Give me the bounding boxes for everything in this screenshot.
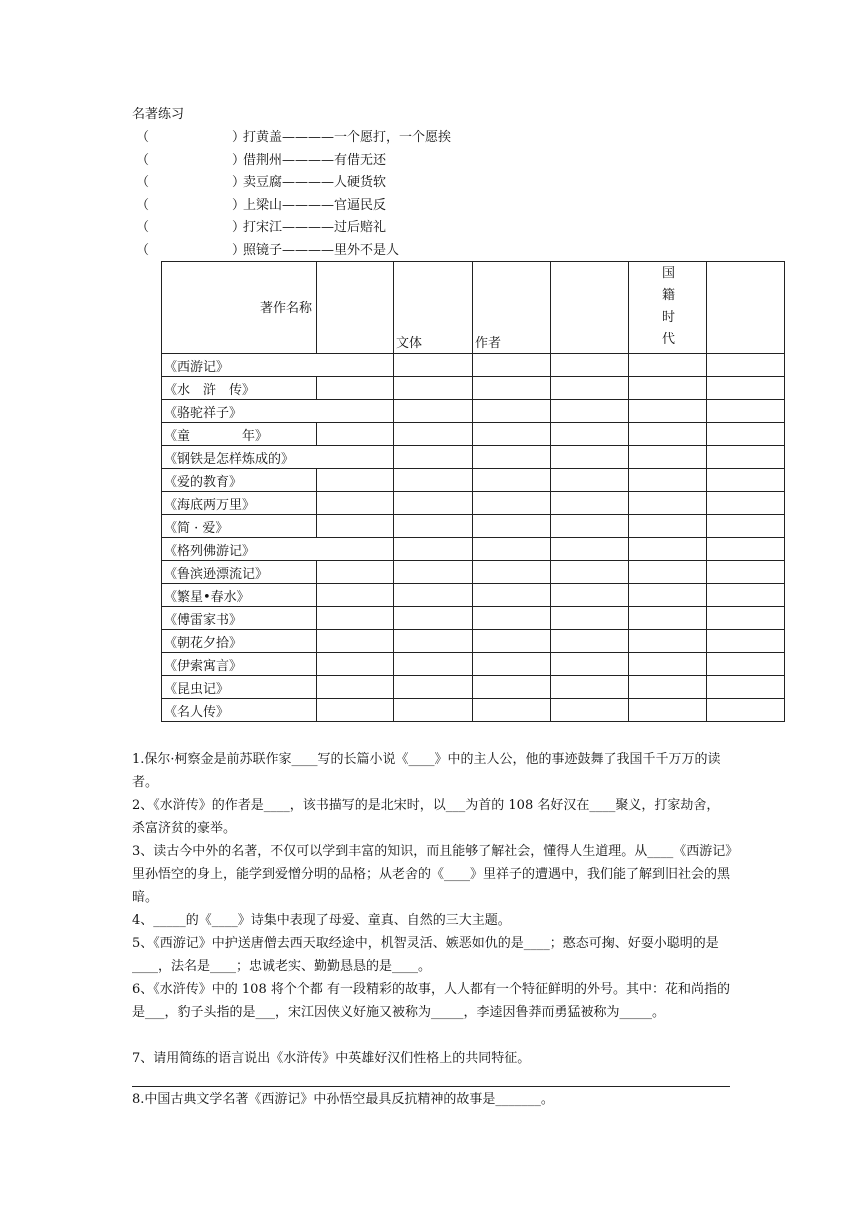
page-heading: 名著练习: [132, 107, 185, 122]
work-title-cell: 《骆驼祥子》: [162, 400, 394, 423]
answer-cell[interactable]: [394, 630, 473, 653]
idiom-pair-text: 照镜子————里外不是人: [243, 243, 400, 258]
answer-cell[interactable]: [394, 377, 473, 400]
close-paren: ）: [232, 130, 246, 145]
header-cell-blank: [707, 262, 785, 354]
answer-cell[interactable]: [473, 584, 551, 607]
answer-cell[interactable]: [394, 676, 473, 699]
close-paren: ）: [232, 175, 246, 191]
answer-cell[interactable]: [707, 607, 785, 630]
open-paren: （: [136, 243, 150, 258]
work-title-cell: 《繁星•春水》: [162, 584, 317, 607]
header-work-name: 著作名称: [162, 262, 317, 354]
answer-cell[interactable]: [317, 377, 394, 400]
question-3: 3、读古今中外的名著，不仅可以学到丰富的知识，而且能够了解社会，懂得人生道理。从____《西游记》里孙悟空的身上，能学到爱憎分明的品格；从老舍的《____》里祥子的遭遇中，我们能了解到旧社会的黑暗。: [132, 844, 732, 905]
table-row: [162, 400, 785, 423]
answer-cell[interactable]: [317, 561, 394, 584]
answer-cell[interactable]: [551, 561, 629, 584]
table-row: [162, 676, 785, 699]
answer-cell[interactable]: [317, 653, 394, 676]
work-title-cell: 《昆虫记》: [162, 676, 317, 699]
answer-cell[interactable]: [551, 377, 629, 400]
answer-cell[interactable]: [473, 653, 551, 676]
work-title-cell: 《简 · 爱》: [162, 515, 317, 538]
table-row: [162, 469, 785, 492]
open-paren: （: [136, 175, 150, 191]
header-genre: 文体: [394, 262, 473, 354]
answer-cell[interactable]: [629, 469, 707, 492]
work-title-cell: 《西游记》: [162, 354, 394, 377]
table-header-row: [162, 262, 785, 354]
answer-cell[interactable]: [551, 538, 629, 561]
table-row: [162, 607, 785, 630]
answer-cell[interactable]: [473, 469, 551, 492]
header-cell-blank: [317, 262, 394, 354]
answer-cell[interactable]: [629, 423, 707, 446]
close-paren: ）: [232, 220, 246, 236]
answer-cell[interactable]: [551, 515, 629, 538]
answer-cell[interactable]: [551, 469, 629, 492]
header-nationality-era: 国籍时代: [629, 262, 707, 354]
work-title-cell: 《爱的教育》: [162, 469, 317, 492]
work-title-cell: 《鲁滨逊漂流记》: [162, 561, 317, 584]
answer-cell[interactable]: [629, 653, 707, 676]
answer-cell[interactable]: [317, 584, 394, 607]
question-5: 5、《西游记》中护送唐僧去西天取经途中，机智灵活、嫉恶如仇的是____；憨态可掬、好耍小聪明的是____，法名是____；忠诚老实、勤勤恳恳的是____。: [132, 936, 719, 974]
answer-cell[interactable]: [707, 400, 785, 423]
answer-cell[interactable]: [629, 538, 707, 561]
close-paren: ）: [232, 197, 246, 213]
question-8: 8.中国古典文学名著《西游记》中孙悟空最具反抗精神的故事是_______。: [132, 1092, 554, 1107]
answer-cell[interactable]: [473, 492, 551, 515]
table-row: [162, 584, 785, 607]
answer-cell[interactable]: [629, 400, 707, 423]
answer-cell[interactable]: [551, 492, 629, 515]
answer-cell[interactable]: [707, 446, 785, 469]
answer-cell[interactable]: [317, 515, 394, 538]
table-row: [162, 377, 785, 400]
work-title-cell: 《名人传》: [162, 699, 317, 722]
answer-cell[interactable]: [394, 446, 473, 469]
work-title-cell: 《朝花夕拾》: [162, 630, 317, 653]
answer-cell[interactable]: [473, 561, 551, 584]
answer-cell[interactable]: [551, 354, 629, 377]
answer-cell[interactable]: [394, 538, 473, 561]
question-6: 6、《水浒传》中的 108 将个个都 有一段精彩的故事，人人都有一个特征鲜明的外号。其中：花和尚指的是___，豹子头指的是___，宋江因侠义好施又被称为_____，李逵因鲁莽而勇猛被称为_____。: [132, 982, 730, 1020]
work-title-cell: 《海底两万里》: [162, 492, 317, 515]
answer-cell[interactable]: [707, 515, 785, 538]
table-row: [162, 699, 785, 722]
answer-cell[interactable]: [473, 377, 551, 400]
work-title-cell: 《童 年》: [162, 423, 317, 446]
answer-cell[interactable]: [551, 423, 629, 446]
table-row: [162, 630, 785, 653]
answer-cell[interactable]: [317, 676, 394, 699]
answer-cell[interactable]: [317, 630, 394, 653]
answer-cell[interactable]: [551, 607, 629, 630]
answer-cell[interactable]: [394, 607, 473, 630]
answer-cell[interactable]: [317, 423, 394, 446]
table-row: [162, 538, 785, 561]
table-row: [162, 653, 785, 676]
answer-cell[interactable]: [473, 423, 551, 446]
answer-cell[interactable]: [707, 584, 785, 607]
answer-cell[interactable]: [629, 354, 707, 377]
answer-line: [132, 1086, 730, 1087]
answer-cell[interactable]: [707, 699, 785, 722]
answer-cell[interactable]: [394, 354, 473, 377]
header-author: 作者: [473, 262, 551, 354]
answer-cell[interactable]: [629, 584, 707, 607]
table-row: [162, 354, 785, 377]
answer-cell[interactable]: [473, 630, 551, 653]
answer-cell[interactable]: [394, 492, 473, 515]
close-paren: ）: [232, 243, 246, 258]
answer-cell[interactable]: [394, 699, 473, 722]
work-title-cell: 《格列佛游记》: [162, 538, 394, 561]
table-row: [162, 561, 785, 584]
answer-cell[interactable]: [629, 377, 707, 400]
work-title-cell: 《水 浒 传》: [162, 377, 317, 400]
open-paren: （: [136, 130, 150, 145]
table-row: [162, 423, 785, 446]
answer-cell[interactable]: [629, 492, 707, 515]
answer-cell[interactable]: [473, 515, 551, 538]
answer-cell[interactable]: [629, 676, 707, 699]
answer-cell[interactable]: [394, 469, 473, 492]
question-7: 7、请用简练的语言说出《水浒传》中英雄好汉们性格上的共同特征。: [132, 1051, 531, 1066]
answer-cell[interactable]: [317, 469, 394, 492]
answer-cell[interactable]: [473, 400, 551, 423]
answer-cell[interactable]: [473, 699, 551, 722]
answer-cell[interactable]: [551, 653, 629, 676]
answer-cell[interactable]: [551, 630, 629, 653]
answer-cell[interactable]: [473, 538, 551, 561]
answer-cell[interactable]: [551, 446, 629, 469]
answer-cell[interactable]: [551, 699, 629, 722]
answer-cell[interactable]: [473, 354, 551, 377]
work-title-cell: 《傅雷家书》: [162, 607, 317, 630]
answer-cell[interactable]: [473, 607, 551, 630]
answer-cell[interactable]: [551, 676, 629, 699]
answer-cell[interactable]: [394, 561, 473, 584]
answer-cell[interactable]: [394, 400, 473, 423]
answer-cell[interactable]: [707, 423, 785, 446]
answer-cell[interactable]: [317, 492, 394, 515]
answer-cell[interactable]: [551, 400, 629, 423]
answer-cell[interactable]: [317, 699, 394, 722]
answer-cell[interactable]: [707, 653, 785, 676]
open-paren: （: [136, 197, 150, 213]
answer-cell[interactable]: [707, 676, 785, 699]
answer-cell[interactable]: [394, 423, 473, 446]
header-cell-blank: [551, 262, 629, 354]
works-table: [161, 261, 785, 722]
idiom-pair-text: 卖豆腐————人硬货软: [243, 175, 387, 191]
answer-cell[interactable]: [394, 584, 473, 607]
answer-cell[interactable]: [707, 469, 785, 492]
table-row: [162, 515, 785, 538]
idiom-pair-text: 打宋江————过后赔礼: [243, 220, 387, 236]
idiom-pair-text: 上梁山————官逼民反: [243, 197, 387, 213]
open-paren: （: [136, 220, 150, 236]
question-4: 4、_____的《____》诗集中表现了母爱、童真、自然的三大主题。: [132, 913, 511, 928]
answer-cell[interactable]: [707, 377, 785, 400]
idiom-pair-text: 打黄盖————一个愿打，一个愿挨: [243, 130, 452, 145]
table-row: [162, 446, 785, 469]
answer-cell[interactable]: [394, 653, 473, 676]
answer-cell[interactable]: [551, 584, 629, 607]
close-paren: ）: [232, 152, 246, 168]
question-1: 1.保尔·柯察金是前苏联作家____写的长篇小说《____》中的主人公，他的事迹鼓舞了我国千千万万的读者。: [132, 752, 721, 790]
work-title-cell: 《钢铁是怎样炼成的》: [162, 446, 394, 469]
work-title-cell: 《伊索寓言》: [162, 653, 317, 676]
answer-cell[interactable]: [707, 630, 785, 653]
answer-cell[interactable]: [629, 515, 707, 538]
answer-cell[interactable]: [707, 354, 785, 377]
answer-cell[interactable]: [629, 607, 707, 630]
answer-cell[interactable]: [707, 561, 785, 584]
answer-cell[interactable]: [629, 699, 707, 722]
answer-cell[interactable]: [473, 446, 551, 469]
open-paren: （: [136, 152, 150, 168]
idiom-pair-text: 借荆州————有借无还: [243, 152, 387, 168]
answer-cell[interactable]: [473, 676, 551, 699]
answer-cell[interactable]: [394, 515, 473, 538]
answer-cell[interactable]: [707, 538, 785, 561]
answer-cell[interactable]: [707, 492, 785, 515]
table-row: [162, 492, 785, 515]
answer-cell[interactable]: [629, 446, 707, 469]
answer-cell[interactable]: [629, 561, 707, 584]
question-2: 2、《水浒传》的作者是____，该书描写的是北宋时，以___为首的 108 名好汉在____聚义，打家劫舍，杀富济贫的豪举。: [132, 798, 720, 836]
answer-cell[interactable]: [317, 607, 394, 630]
answer-cell[interactable]: [629, 630, 707, 653]
